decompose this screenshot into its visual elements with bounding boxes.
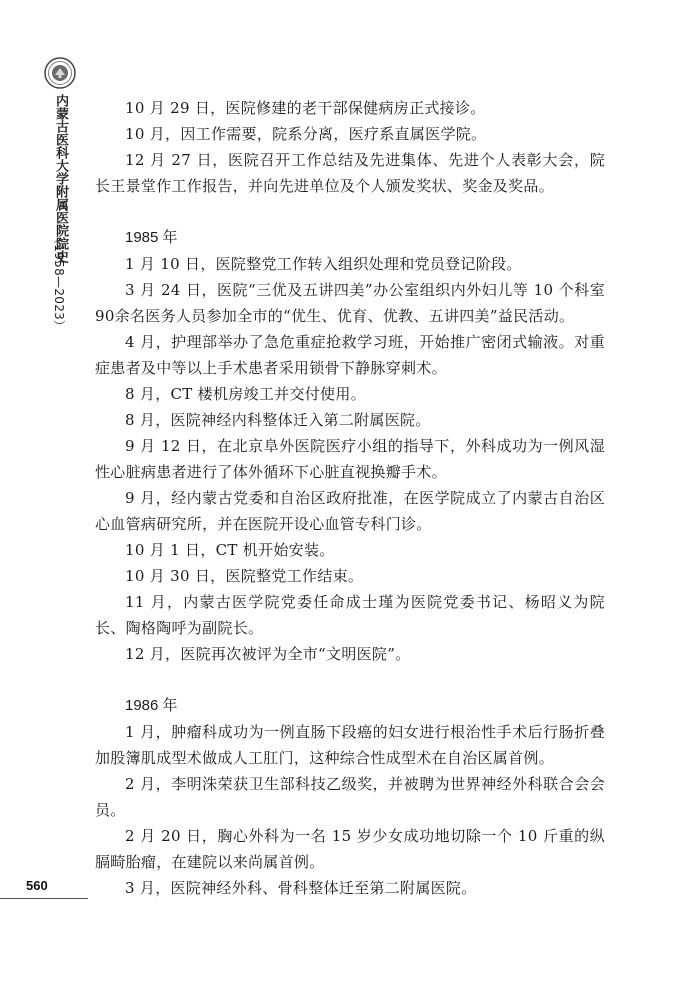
hospital-emblem-icon [44, 57, 76, 89]
entry: 12 月，医院再次被评为全市“文明医院”。 [125, 645, 411, 663]
section-1984-continued [95, 95, 605, 199]
entry: 10 月 29 日，医院修建的老干部保健病房正式接诊。 [125, 99, 486, 117]
section-gap [95, 199, 605, 225]
entry: 3 月 24 日，医院“三优及五讲四美”办公室组织内外妇儿等 10 个科室90余名医务人员参加全市的“优生、优育、优教、五讲四美”益民活动。 [95, 281, 605, 325]
year-heading: 1985 年 [125, 229, 178, 246]
section-1986 [95, 693, 605, 901]
page-number-rule [0, 898, 88, 899]
page-number: 560 [26, 878, 48, 893]
entry: 9 月 12 日，在北京阜外医院医疗小组的指导下，外科成功为一例风湿性心脏病患者进行了体外循环下心脏直视换瓣手术。 [95, 437, 605, 481]
entry: 2 月，李明洙荣获卫生部科技乙级奖，并被聘为世界神经外科联合会会员。 [95, 775, 605, 819]
entry: 9 月，经内蒙古党委和自治区政府批准，在医学院成立了内蒙古自治区心血管病研究所，并在医院开设心血管专科门诊。 [95, 489, 605, 533]
entry: 10 月 1 日，CT 机开始安装。 [125, 541, 335, 559]
book-title: 内蒙古医科大学附属医院院史 [53, 94, 68, 263]
entry: 1 月 10 日，医院整党工作转入组织处理和党员登记阶段。 [125, 255, 522, 273]
entry: 2 月 20 日，胸心外科为一名 15 岁少女成功地切除一个 10 斤重的纵膈畸胎瘤，在建院以来尚属首例。 [95, 827, 605, 871]
page-body [95, 95, 605, 901]
entry: 3 月，医院神经外科、骨科整体迁至第二附属医院。 [125, 879, 477, 897]
section-gap [95, 667, 605, 693]
entry: 1 月，肿瘤科成功为一例直肠下段癌的妇女进行根治性手术后行肠折叠加股簿肌成型术做成人工肛门，这种综合性成型术在自治区属首例。 [95, 723, 605, 767]
book-years: （1958—2023） [52, 232, 66, 333]
entry: 10 月 30 日，医院整党工作结束。 [125, 567, 364, 585]
entry: 8 月，CT 楼机房竣工并交付使用。 [125, 385, 366, 403]
entry: 8 月，医院神经内科整体迁入第二附属医院。 [125, 411, 431, 429]
entry: 4 月，护理部举办了急危重症抢救学习班，开始推广密闭式输液。对重症患者及中等以上手术患者采用锁骨下静脉穿刺术。 [95, 333, 605, 377]
entry: 11 月，内蒙古医学院党委任命成士瑾为医院党委书记、杨昭义为院长、陶格陶呼为副院长。 [95, 593, 605, 637]
sidebar [0, 0, 95, 983]
section-1985 [95, 225, 605, 667]
entry: 12 月 27 日，医院召开工作总结及先进集体、先进个人表彰大会，院长王景堂作工作报告，并向先进单位及个人颁发奖状、奖金及奖品。 [95, 151, 605, 195]
entry: 10 月，因工作需要，院系分离，医疗系直属医学院。 [125, 125, 487, 143]
year-heading: 1986 年 [125, 697, 178, 714]
